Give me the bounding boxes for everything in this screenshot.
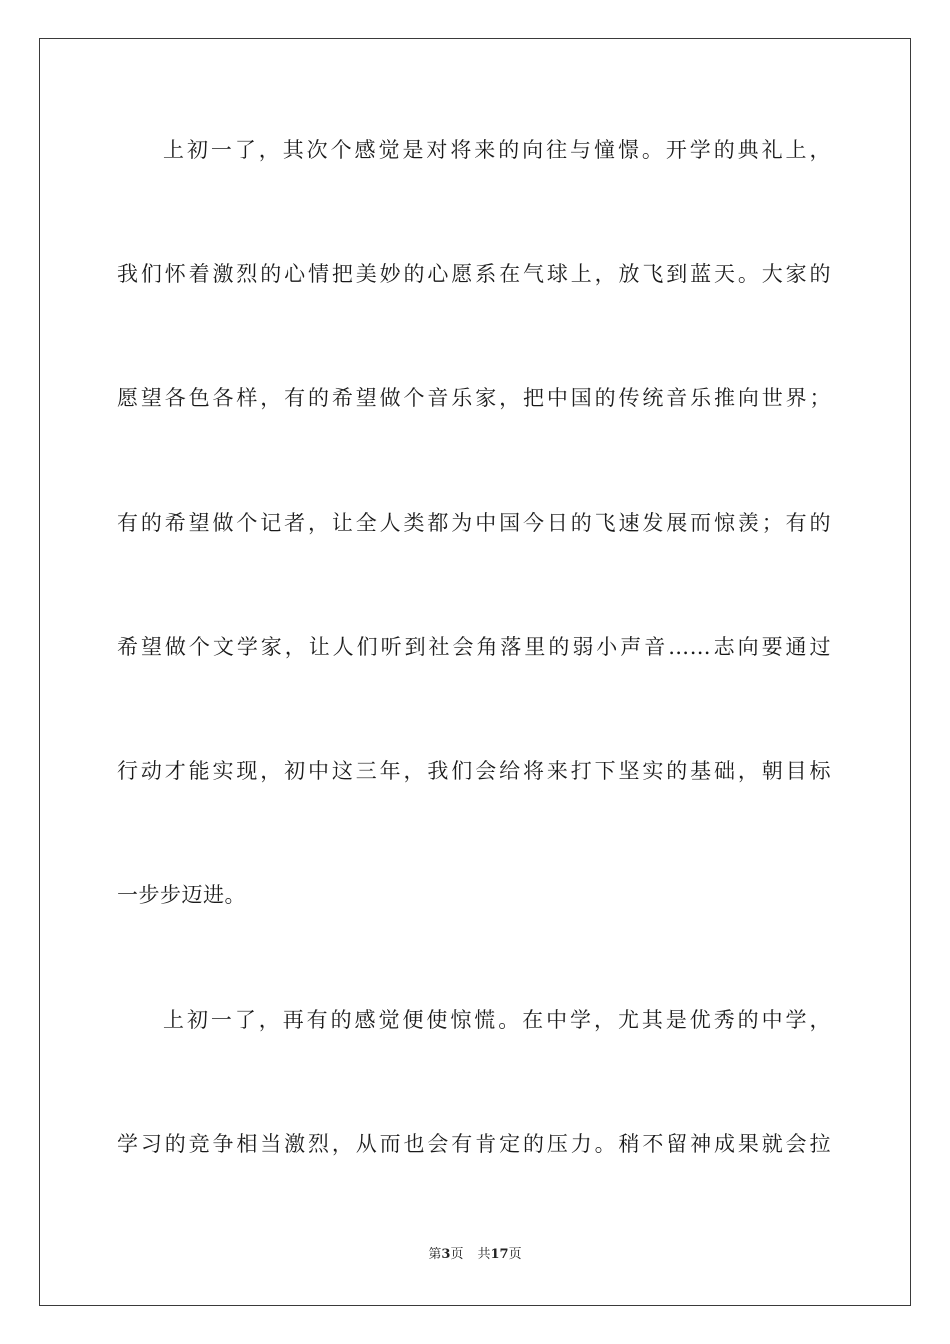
paragraph-1-line-2: 我们怀着激烈的心情把美妙的心愿系在气球上，放飞到蓝天。大家的 bbox=[117, 262, 831, 286]
paragraph-1-line-3: 愿望各色各样，有的希望做个音乐家，把中国的传统音乐推向世界； bbox=[117, 386, 831, 410]
paragraph-1-line-1: 上初一了，其次个感觉是对将来的向往与憧憬。开学的典礼上， bbox=[163, 138, 831, 162]
paragraph-2-line-1: 上初一了，再有的感觉便使惊慌。在中学，尤其是优秀的中学， bbox=[163, 1008, 831, 1032]
paragraph-2-line-2: 学习的竞争相当激烈，从而也会有肯定的压力。稍不留神成果就会拉 bbox=[117, 1132, 831, 1156]
total-label-prefix: 共 bbox=[477, 1247, 491, 1262]
page-border bbox=[39, 38, 911, 1306]
paragraph-1-line-7: 一步步迈进。 bbox=[117, 883, 246, 907]
paragraph-1-line-5: 希望做个文学家，让人们听到社会角落里的弱小声音……志向要通过 bbox=[117, 635, 831, 659]
page-label-suffix: 页 bbox=[450, 1247, 464, 1262]
page-label-prefix: 第 bbox=[428, 1247, 442, 1262]
total-pages: 17 bbox=[490, 1247, 509, 1262]
page-footer bbox=[0, 1246, 950, 1264]
paragraph-1-line-6: 行动才能实现，初中这三年，我们会给将来打下坚实的基础，朝目标 bbox=[117, 759, 831, 783]
total-label-suffix: 页 bbox=[508, 1247, 522, 1262]
page-number: 3 bbox=[441, 1247, 451, 1262]
paragraph-1-line-4: 有的希望做个记者，让全人类都为中国今日的飞速发展而惊羡；有的 bbox=[117, 511, 831, 535]
